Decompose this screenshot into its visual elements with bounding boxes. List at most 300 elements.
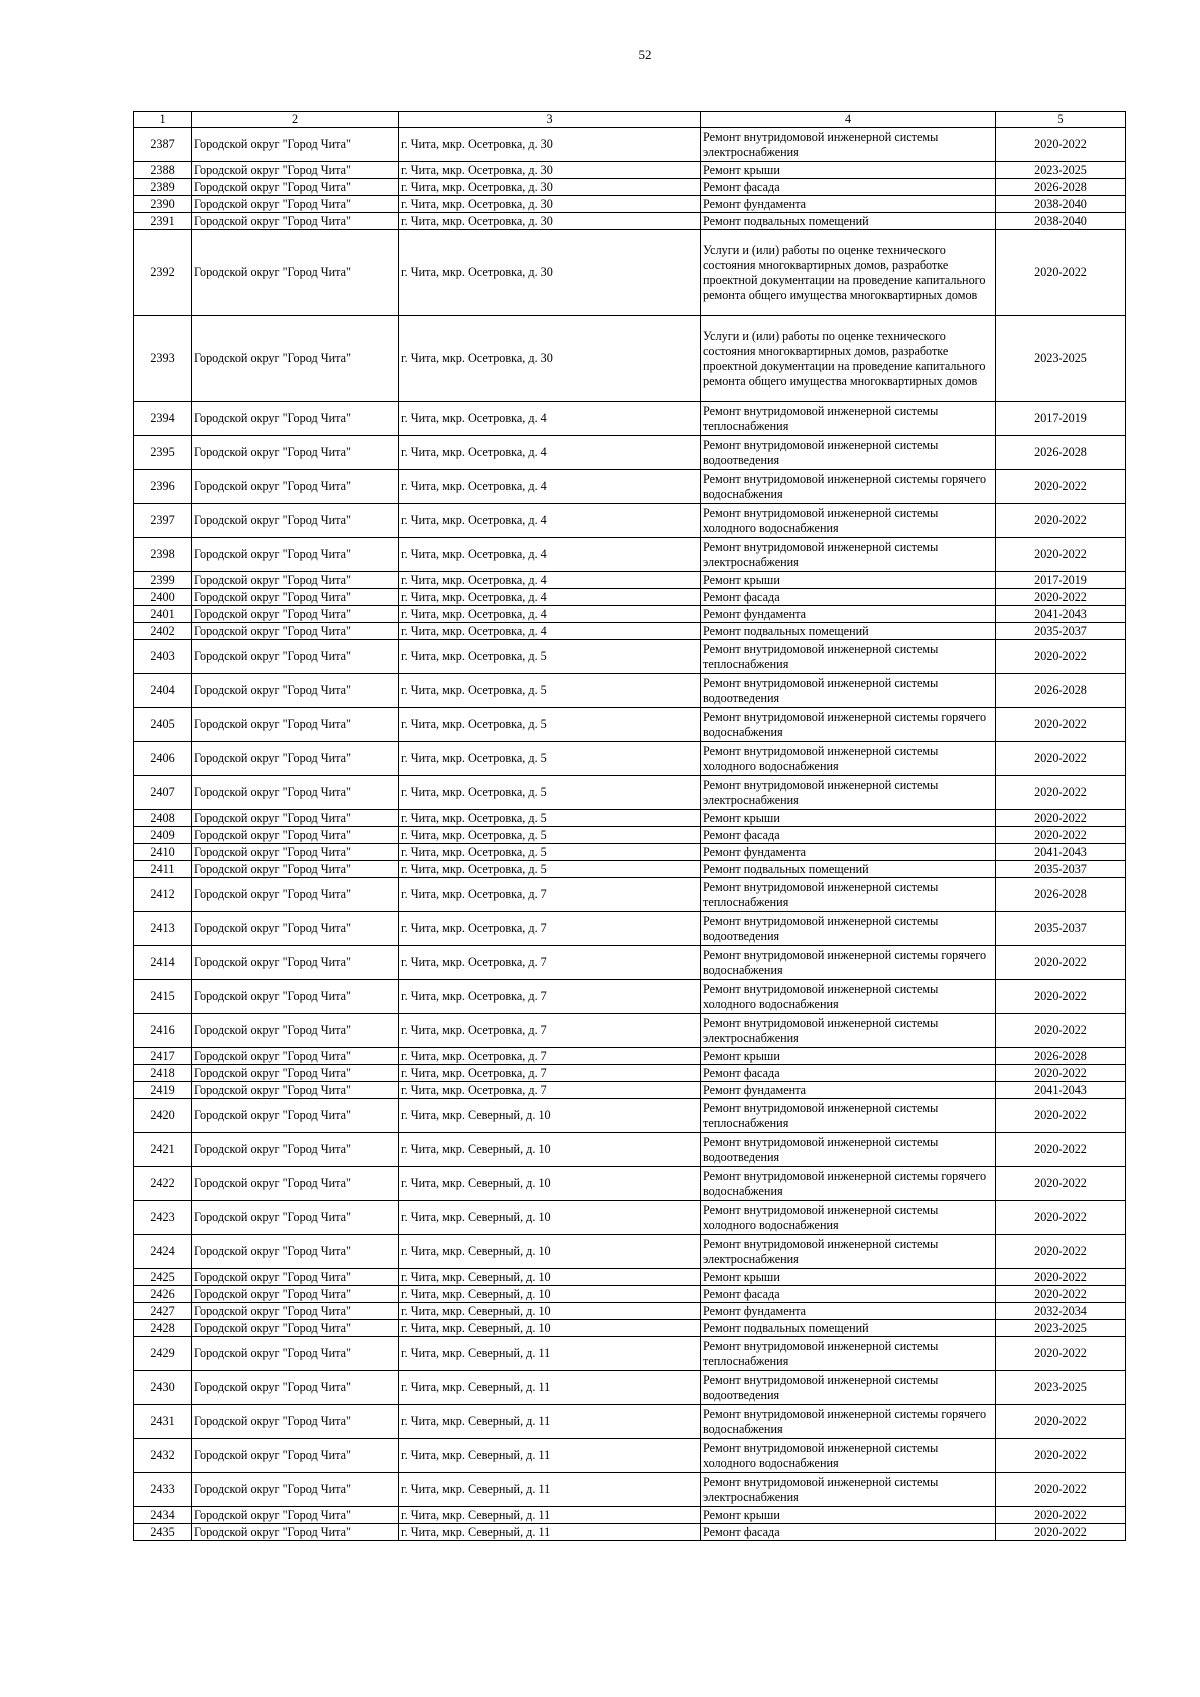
- work-type-cell: Ремонт внутридомовой инженерной системы водоотведения: [701, 912, 996, 946]
- table-row: [134, 606, 1126, 623]
- work-type-cell: Ремонт крыши: [701, 1048, 996, 1065]
- row-number-cell: 2399: [134, 572, 192, 589]
- period-cell: 2020-2022: [996, 1014, 1126, 1048]
- address-cell: г. Чита, мкр. Осетровка, д. 4: [399, 589, 701, 606]
- municipality-cell: Городской округ "Город Чита": [192, 827, 399, 844]
- row-number-cell: 2396: [134, 470, 192, 504]
- row-number-cell: 2407: [134, 776, 192, 810]
- table-row: [134, 1201, 1126, 1235]
- table-row: [134, 980, 1126, 1014]
- row-number-cell: 2387: [134, 128, 192, 162]
- table-row: [134, 1473, 1126, 1507]
- table-row: [134, 1303, 1126, 1320]
- row-number-cell: 2423: [134, 1201, 192, 1235]
- table-row: [134, 1405, 1126, 1439]
- period-cell: 2026-2028: [996, 436, 1126, 470]
- municipality-cell: Городской округ "Город Чита": [192, 538, 399, 572]
- address-cell: г. Чита, мкр. Осетровка, д. 4: [399, 470, 701, 504]
- work-type-cell: Ремонт внутридомовой инженерной системы горячего водоснабжения: [701, 708, 996, 742]
- table-row: [134, 470, 1126, 504]
- address-cell: г. Чита, мкр. Осетровка, д. 30: [399, 196, 701, 213]
- row-number-cell: 2421: [134, 1133, 192, 1167]
- address-cell: г. Чита, мкр. Осетровка, д. 4: [399, 436, 701, 470]
- row-number-cell: 2408: [134, 810, 192, 827]
- work-type-cell: Ремонт фасада: [701, 827, 996, 844]
- row-number-cell: 2420: [134, 1099, 192, 1133]
- municipality-cell: Городской округ "Город Чита": [192, 470, 399, 504]
- address-cell: г. Чита, мкр. Осетровка, д. 5: [399, 640, 701, 674]
- work-type-cell: Ремонт внутридомовой инженерной системы водоотведения: [701, 1133, 996, 1167]
- municipality-cell: Городской округ "Город Чита": [192, 861, 399, 878]
- row-number-cell: 2422: [134, 1167, 192, 1201]
- period-cell: 2020-2022: [996, 1286, 1126, 1303]
- address-cell: г. Чита, мкр. Северный, д. 10: [399, 1235, 701, 1269]
- period-cell: 2017-2019: [996, 402, 1126, 436]
- column-header: 4: [701, 112, 996, 128]
- work-type-cell: Ремонт фундамента: [701, 196, 996, 213]
- address-cell: г. Чита, мкр. Осетровка, д. 5: [399, 810, 701, 827]
- period-cell: 2020-2022: [996, 1473, 1126, 1507]
- table-row: [134, 844, 1126, 861]
- table-row: [134, 1082, 1126, 1099]
- work-type-cell: Ремонт фасада: [701, 179, 996, 196]
- period-cell: 2035-2037: [996, 623, 1126, 640]
- row-number-cell: 2432: [134, 1439, 192, 1473]
- period-cell: 2020-2022: [996, 538, 1126, 572]
- table-row: [134, 1320, 1126, 1337]
- table-row: [134, 162, 1126, 179]
- municipality-cell: Городской округ "Город Чита": [192, 1405, 399, 1439]
- address-cell: г. Чита, мкр. Осетровка, д. 7: [399, 912, 701, 946]
- table-row: [134, 1371, 1126, 1405]
- period-cell: 2020-2022: [996, 776, 1126, 810]
- address-cell: г. Чита, мкр. Осетровка, д. 30: [399, 128, 701, 162]
- row-number-cell: 2403: [134, 640, 192, 674]
- period-cell: 2020-2022: [996, 1405, 1126, 1439]
- municipality-cell: Городской округ "Город Чита": [192, 436, 399, 470]
- repair-schedule-table: [133, 111, 1126, 1541]
- table-row: [134, 946, 1126, 980]
- work-type-cell: Ремонт внутридомовой инженерной системы теплоснабжения: [701, 878, 996, 912]
- row-number-cell: 2404: [134, 674, 192, 708]
- municipality-cell: Городской округ "Город Чита": [192, 1439, 399, 1473]
- address-cell: г. Чита, мкр. Осетровка, д. 4: [399, 402, 701, 436]
- municipality-cell: Городской округ "Город Чита": [192, 674, 399, 708]
- address-cell: г. Чита, мкр. Осетровка, д. 5: [399, 827, 701, 844]
- table-row: [134, 1337, 1126, 1371]
- table-row: [134, 1133, 1126, 1167]
- municipality-cell: Городской округ "Город Чита": [192, 1507, 399, 1524]
- table-row: [134, 213, 1126, 230]
- period-cell: 2041-2043: [996, 844, 1126, 861]
- period-cell: 2020-2022: [996, 1524, 1126, 1541]
- period-cell: 2020-2022: [996, 1167, 1126, 1201]
- row-number-cell: 2402: [134, 623, 192, 640]
- work-type-cell: Ремонт крыши: [701, 1507, 996, 1524]
- address-cell: г. Чита, мкр. Осетровка, д. 5: [399, 674, 701, 708]
- municipality-cell: Городской округ "Город Чита": [192, 1337, 399, 1371]
- work-type-cell: Ремонт внутридомовой инженерной системы водоотведения: [701, 1371, 996, 1405]
- municipality-cell: Городской округ "Город Чита": [192, 316, 399, 402]
- work-type-cell: Ремонт фундамента: [701, 1303, 996, 1320]
- row-number-cell: 2426: [134, 1286, 192, 1303]
- row-number-cell: 2390: [134, 196, 192, 213]
- work-type-cell: Ремонт внутридомовой инженерной системы водоотведения: [701, 436, 996, 470]
- period-cell: 2041-2043: [996, 1082, 1126, 1099]
- period-cell: 2020-2022: [996, 1507, 1126, 1524]
- work-type-cell: Ремонт крыши: [701, 1269, 996, 1286]
- table-row: [134, 1065, 1126, 1082]
- column-header: 2: [192, 112, 399, 128]
- table-row: [134, 776, 1126, 810]
- period-cell: 2020-2022: [996, 980, 1126, 1014]
- table-row: [134, 878, 1126, 912]
- address-cell: г. Чита, мкр. Осетровка, д. 5: [399, 844, 701, 861]
- row-number-cell: 2415: [134, 980, 192, 1014]
- period-cell: 2023-2025: [996, 316, 1126, 402]
- municipality-cell: Городской округ "Город Чита": [192, 1082, 399, 1099]
- period-cell: 2035-2037: [996, 912, 1126, 946]
- municipality-cell: Городской округ "Город Чита": [192, 213, 399, 230]
- municipality-cell: Городской округ "Город Чита": [192, 1099, 399, 1133]
- work-type-cell: Ремонт фасада: [701, 1286, 996, 1303]
- address-cell: г. Чита, мкр. Северный, д. 10: [399, 1099, 701, 1133]
- period-cell: 2026-2028: [996, 878, 1126, 912]
- table-row: [134, 623, 1126, 640]
- period-cell: 2020-2022: [996, 230, 1126, 316]
- address-cell: г. Чита, мкр. Осетровка, д. 7: [399, 1014, 701, 1048]
- municipality-cell: Городской округ "Город Чита": [192, 179, 399, 196]
- work-type-cell: Ремонт подвальных помещений: [701, 1320, 996, 1337]
- table-row: [134, 1014, 1126, 1048]
- municipality-cell: Городской округ "Город Чита": [192, 708, 399, 742]
- row-number-cell: 2416: [134, 1014, 192, 1048]
- address-cell: г. Чита, мкр. Северный, д. 11: [399, 1371, 701, 1405]
- municipality-cell: Городской округ "Город Чита": [192, 1014, 399, 1048]
- address-cell: г. Чита, мкр. Осетровка, д. 4: [399, 538, 701, 572]
- period-cell: 2023-2025: [996, 1320, 1126, 1337]
- address-cell: г. Чита, мкр. Осетровка, д. 7: [399, 1065, 701, 1082]
- municipality-cell: Городской округ "Город Чита": [192, 1473, 399, 1507]
- municipality-cell: Городской округ "Город Чита": [192, 1303, 399, 1320]
- address-cell: г. Чита, мкр. Северный, д. 10: [399, 1201, 701, 1235]
- table-row: [134, 674, 1126, 708]
- period-cell: 2020-2022: [996, 589, 1126, 606]
- period-cell: 2020-2022: [996, 1133, 1126, 1167]
- period-cell: 2020-2022: [996, 640, 1126, 674]
- address-cell: г. Чита, мкр. Северный, д. 10: [399, 1133, 701, 1167]
- municipality-cell: Городской округ "Город Чита": [192, 1065, 399, 1082]
- work-type-cell: Ремонт внутридомовой инженерной системы электроснабжения: [701, 128, 996, 162]
- work-type-cell: Ремонт внутридомовой инженерной системы электроснабжения: [701, 776, 996, 810]
- table-row: [134, 436, 1126, 470]
- work-type-cell: Услуги и (или) работы по оценке технического состояния многоквартирных домов, разработке проектной документации на проведение капитального ремонта общего имущества многоквартирных домов: [701, 316, 996, 402]
- period-cell: 2020-2022: [996, 1337, 1126, 1371]
- municipality-cell: Городской округ "Город Чита": [192, 810, 399, 827]
- period-cell: 2020-2022: [996, 128, 1126, 162]
- row-number-cell: 2424: [134, 1235, 192, 1269]
- column-number-row: [134, 112, 1126, 128]
- municipality-cell: Городской округ "Город Чита": [192, 1320, 399, 1337]
- municipality-cell: Городской округ "Город Чита": [192, 742, 399, 776]
- row-number-cell: 2388: [134, 162, 192, 179]
- row-number-cell: 2393: [134, 316, 192, 402]
- work-type-cell: Ремонт внутридомовой инженерной системы теплоснабжения: [701, 1337, 996, 1371]
- work-type-cell: Ремонт крыши: [701, 810, 996, 827]
- municipality-cell: Городской округ "Город Чита": [192, 196, 399, 213]
- row-number-cell: 2419: [134, 1082, 192, 1099]
- period-cell: 2020-2022: [996, 1235, 1126, 1269]
- municipality-cell: Городской округ "Город Чита": [192, 623, 399, 640]
- row-number-cell: 2435: [134, 1524, 192, 1541]
- row-number-cell: 2434: [134, 1507, 192, 1524]
- work-type-cell: Ремонт фасада: [701, 589, 996, 606]
- work-type-cell: Ремонт крыши: [701, 572, 996, 589]
- table-row: [134, 589, 1126, 606]
- municipality-cell: Городской округ "Город Чита": [192, 1167, 399, 1201]
- period-cell: 2020-2022: [996, 827, 1126, 844]
- address-cell: г. Чита, мкр. Северный, д. 10: [399, 1269, 701, 1286]
- address-cell: г. Чита, мкр. Северный, д. 10: [399, 1167, 701, 1201]
- row-number-cell: 2431: [134, 1405, 192, 1439]
- work-type-cell: Ремонт фундамента: [701, 1082, 996, 1099]
- row-number-cell: 2427: [134, 1303, 192, 1320]
- period-cell: 2020-2022: [996, 742, 1126, 776]
- address-cell: г. Чита, мкр. Осетровка, д. 7: [399, 980, 701, 1014]
- period-cell: 2020-2022: [996, 1269, 1126, 1286]
- table-row: [134, 504, 1126, 538]
- row-number-cell: 2430: [134, 1371, 192, 1405]
- period-cell: 2020-2022: [996, 1065, 1126, 1082]
- address-cell: г. Чита, мкр. Северный, д. 11: [399, 1473, 701, 1507]
- table-row: [134, 1167, 1126, 1201]
- period-cell: 2026-2028: [996, 674, 1126, 708]
- work-type-cell: Ремонт внутридомовой инженерной системы электроснабжения: [701, 1473, 996, 1507]
- address-cell: г. Чита, мкр. Северный, д. 11: [399, 1439, 701, 1473]
- municipality-cell: Городской округ "Город Чита": [192, 589, 399, 606]
- table-row: [134, 196, 1126, 213]
- column-header: 1: [134, 112, 192, 128]
- address-cell: г. Чита, мкр. Осетровка, д. 30: [399, 162, 701, 179]
- address-cell: г. Чита, мкр. Осетровка, д. 4: [399, 572, 701, 589]
- column-header: 5: [996, 112, 1126, 128]
- municipality-cell: Городской округ "Город Чита": [192, 1524, 399, 1541]
- period-cell: 2023-2025: [996, 1371, 1126, 1405]
- work-type-cell: Ремонт внутридомовой инженерной системы холодного водоснабжения: [701, 504, 996, 538]
- municipality-cell: Городской округ "Город Чита": [192, 1371, 399, 1405]
- row-number-cell: 2410: [134, 844, 192, 861]
- address-cell: г. Чита, мкр. Осетровка, д. 30: [399, 230, 701, 316]
- address-cell: г. Чита, мкр. Северный, д. 10: [399, 1320, 701, 1337]
- work-type-cell: Ремонт внутридомовой инженерной системы теплоснабжения: [701, 402, 996, 436]
- municipality-cell: Городской округ "Город Чита": [192, 1286, 399, 1303]
- table-row: [134, 861, 1126, 878]
- address-cell: г. Чита, мкр. Осетровка, д. 7: [399, 878, 701, 912]
- row-number-cell: 2428: [134, 1320, 192, 1337]
- row-number-cell: 2411: [134, 861, 192, 878]
- period-cell: 2020-2022: [996, 810, 1126, 827]
- work-type-cell: Ремонт внутридомовой инженерной системы горячего водоснабжения: [701, 470, 996, 504]
- municipality-cell: Городской округ "Город Чита": [192, 402, 399, 436]
- row-number-cell: 2412: [134, 878, 192, 912]
- period-cell: 2035-2037: [996, 861, 1126, 878]
- period-cell: 2026-2028: [996, 1048, 1126, 1065]
- municipality-cell: Городской округ "Город Чита": [192, 606, 399, 623]
- period-cell: 2023-2025: [996, 162, 1126, 179]
- address-cell: г. Чита, мкр. Северный, д. 11: [399, 1524, 701, 1541]
- row-number-cell: 2392: [134, 230, 192, 316]
- table-row: [134, 708, 1126, 742]
- municipality-cell: Городской округ "Город Чита": [192, 1235, 399, 1269]
- table-row: [134, 827, 1126, 844]
- period-cell: 2020-2022: [996, 470, 1126, 504]
- address-cell: г. Чита, мкр. Осетровка, д. 7: [399, 946, 701, 980]
- work-type-cell: Ремонт внутридомовой инженерной системы теплоснабжения: [701, 1099, 996, 1133]
- row-number-cell: 2409: [134, 827, 192, 844]
- municipality-cell: Городской округ "Город Чита": [192, 162, 399, 179]
- period-cell: 2020-2022: [996, 1439, 1126, 1473]
- table-row: [134, 1507, 1126, 1524]
- municipality-cell: Городской округ "Город Чита": [192, 912, 399, 946]
- municipality-cell: Городской округ "Город Чита": [192, 640, 399, 674]
- table-row: [134, 1235, 1126, 1269]
- row-number-cell: 2417: [134, 1048, 192, 1065]
- row-number-cell: 2429: [134, 1337, 192, 1371]
- row-number-cell: 2418: [134, 1065, 192, 1082]
- period-cell: 2038-2040: [996, 213, 1126, 230]
- row-number-cell: 2405: [134, 708, 192, 742]
- work-type-cell: Ремонт внутридомовой инженерной системы водоотведения: [701, 674, 996, 708]
- municipality-cell: Городской округ "Город Чита": [192, 980, 399, 1014]
- address-cell: г. Чита, мкр. Осетровка, д. 7: [399, 1082, 701, 1099]
- address-cell: г. Чита, мкр. Осетровка, д. 30: [399, 179, 701, 196]
- address-cell: г. Чита, мкр. Осетровка, д. 4: [399, 606, 701, 623]
- table-row: [134, 316, 1126, 402]
- row-number-cell: 2406: [134, 742, 192, 776]
- work-type-cell: Ремонт внутридомовой инженерной системы электроснабжения: [701, 1014, 996, 1048]
- work-type-cell: Ремонт внутридомовой инженерной системы теплоснабжения: [701, 640, 996, 674]
- municipality-cell: Городской округ "Город Чита": [192, 776, 399, 810]
- municipality-cell: Городской округ "Город Чита": [192, 1201, 399, 1235]
- table-row: [134, 230, 1126, 316]
- municipality-cell: Городской округ "Город Чита": [192, 946, 399, 980]
- table-row: [134, 810, 1126, 827]
- municipality-cell: Городской округ "Город Чита": [192, 844, 399, 861]
- address-cell: г. Чита, мкр. Северный, д. 11: [399, 1405, 701, 1439]
- address-cell: г. Чита, мкр. Осетровка, д. 5: [399, 776, 701, 810]
- row-number-cell: 2414: [134, 946, 192, 980]
- municipality-cell: Городской округ "Город Чита": [192, 504, 399, 538]
- address-cell: г. Чита, мкр. Осетровка, д. 30: [399, 213, 701, 230]
- column-header: 3: [399, 112, 701, 128]
- row-number-cell: 2395: [134, 436, 192, 470]
- period-cell: 2026-2028: [996, 179, 1126, 196]
- row-number-cell: 2398: [134, 538, 192, 572]
- work-type-cell: Ремонт внутридомовой инженерной системы горячего водоснабжения: [701, 1167, 996, 1201]
- address-cell: г. Чита, мкр. Северный, д. 10: [399, 1303, 701, 1320]
- work-type-cell: Услуги и (или) работы по оценке технического состояния многоквартирных домов, разработке проектной документации на проведение капитального ремонта общего имущества многоквартирных домов: [701, 230, 996, 316]
- work-type-cell: Ремонт крыши: [701, 162, 996, 179]
- table-body: [134, 128, 1126, 1541]
- row-number-cell: 2401: [134, 606, 192, 623]
- work-type-cell: Ремонт внутридомовой инженерной системы горячего водоснабжения: [701, 1405, 996, 1439]
- municipality-cell: Городской округ "Город Чита": [192, 1269, 399, 1286]
- municipality-cell: Городской округ "Город Чита": [192, 230, 399, 316]
- period-cell: 2020-2022: [996, 708, 1126, 742]
- period-cell: 2020-2022: [996, 946, 1126, 980]
- period-cell: 2020-2022: [996, 504, 1126, 538]
- table-row: [134, 128, 1126, 162]
- period-cell: 2020-2022: [996, 1201, 1126, 1235]
- table-row: [134, 1439, 1126, 1473]
- table-row: [134, 538, 1126, 572]
- period-cell: 2038-2040: [996, 196, 1126, 213]
- row-number-cell: 2394: [134, 402, 192, 436]
- period-cell: 2020-2022: [996, 1099, 1126, 1133]
- work-type-cell: Ремонт внутридомовой инженерной системы холодного водоснабжения: [701, 1439, 996, 1473]
- address-cell: г. Чита, мкр. Осетровка, д. 5: [399, 742, 701, 776]
- period-cell: 2041-2043: [996, 606, 1126, 623]
- row-number-cell: 2400: [134, 589, 192, 606]
- row-number-cell: 2391: [134, 213, 192, 230]
- table-row: [134, 742, 1126, 776]
- work-type-cell: Ремонт подвальных помещений: [701, 623, 996, 640]
- work-type-cell: Ремонт внутридомовой инженерной системы горячего водоснабжения: [701, 946, 996, 980]
- table-row: [134, 640, 1126, 674]
- period-cell: 2032-2034: [996, 1303, 1126, 1320]
- table-row: [134, 179, 1126, 196]
- address-cell: г. Чита, мкр. Осетровка, д. 5: [399, 861, 701, 878]
- table-row: [134, 1524, 1126, 1541]
- address-cell: г. Чита, мкр. Осетровка, д. 4: [399, 504, 701, 538]
- work-type-cell: Ремонт внутридомовой инженерной системы холодного водоснабжения: [701, 980, 996, 1014]
- period-cell: 2017-2019: [996, 572, 1126, 589]
- row-number-cell: 2433: [134, 1473, 192, 1507]
- table-row: [134, 1269, 1126, 1286]
- municipality-cell: Городской округ "Город Чита": [192, 128, 399, 162]
- municipality-cell: Городской округ "Город Чита": [192, 1133, 399, 1167]
- row-number-cell: 2397: [134, 504, 192, 538]
- page-number: 52: [638, 47, 652, 62]
- work-type-cell: Ремонт внутридомовой инженерной системы холодного водоснабжения: [701, 742, 996, 776]
- table-row: [134, 402, 1126, 436]
- row-number-cell: 2425: [134, 1269, 192, 1286]
- work-type-cell: Ремонт подвальных помещений: [701, 861, 996, 878]
- address-cell: г. Чита, мкр. Осетровка, д. 7: [399, 1048, 701, 1065]
- work-type-cell: Ремонт внутридомовой инженерной системы холодного водоснабжения: [701, 1201, 996, 1235]
- address-cell: г. Чита, мкр. Осетровка, д. 30: [399, 316, 701, 402]
- work-type-cell: Ремонт фундамента: [701, 844, 996, 861]
- address-cell: г. Чита, мкр. Северный, д. 11: [399, 1337, 701, 1371]
- row-number-cell: 2389: [134, 179, 192, 196]
- work-type-cell: Ремонт фасада: [701, 1524, 996, 1541]
- row-number-cell: 2413: [134, 912, 192, 946]
- work-type-cell: Ремонт фасада: [701, 1065, 996, 1082]
- table-row: [134, 1286, 1126, 1303]
- work-type-cell: Ремонт фундамента: [701, 606, 996, 623]
- work-type-cell: Ремонт внутридомовой инженерной системы электроснабжения: [701, 538, 996, 572]
- municipality-cell: Городской округ "Город Чита": [192, 572, 399, 589]
- work-type-cell: Ремонт внутридомовой инженерной системы электроснабжения: [701, 1235, 996, 1269]
- table-row: [134, 912, 1126, 946]
- address-cell: г. Чита, мкр. Осетровка, д. 5: [399, 708, 701, 742]
- address-cell: г. Чита, мкр. Северный, д. 10: [399, 1286, 701, 1303]
- table-row: [134, 1048, 1126, 1065]
- table-row: [134, 1099, 1126, 1133]
- address-cell: г. Чита, мкр. Осетровка, д. 4: [399, 623, 701, 640]
- municipality-cell: Городской округ "Город Чита": [192, 1048, 399, 1065]
- table-row: [134, 572, 1126, 589]
